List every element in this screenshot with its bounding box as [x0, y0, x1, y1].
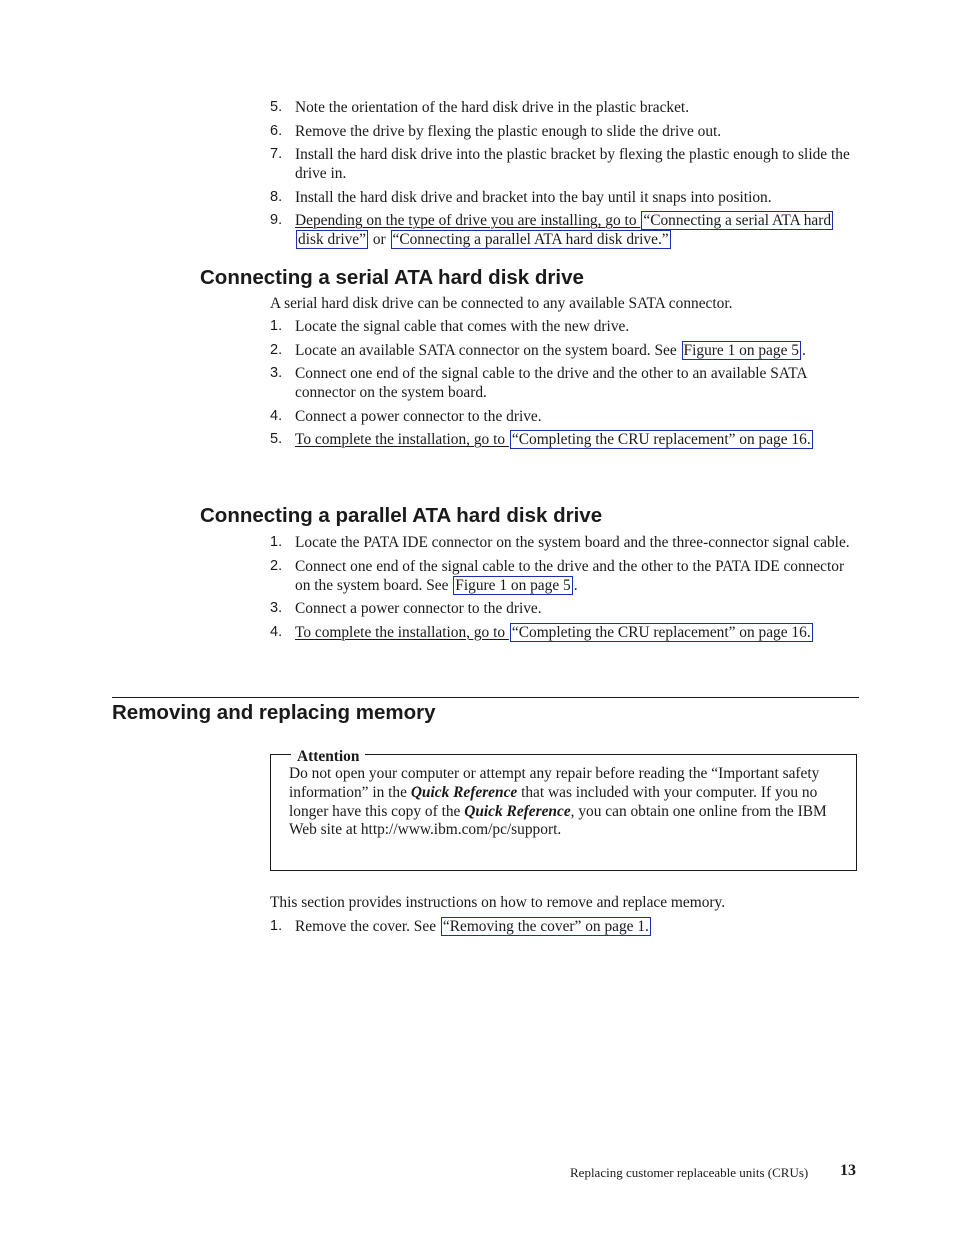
step-text: . [801, 341, 806, 359]
list-item [270, 145, 858, 183]
quick-reference-title: Quick Reference [464, 802, 571, 820]
step-text: Remove the cover. See [295, 918, 440, 935]
quick-reference-title: Quick Reference [410, 783, 518, 801]
step-text: . [573, 576, 578, 594]
step-number: 2. [270, 557, 283, 574]
attention-text [289, 765, 849, 840]
link-connecting-serial[interactable]: “Connecting a serial ATA hard disk drive” [298, 212, 832, 248]
step-text: Connect one end of the signal cable to the drive and the other to the PATA IDE connector on the system board. See [295, 557, 845, 594]
link-figure-1[interactable]: Figure 1 on page 5 [683, 341, 799, 359]
section-divider [112, 697, 859, 698]
step-text: Locate the PATA IDE connector on the system board and the three-connector signal cable. [295, 534, 850, 551]
list-item [270, 98, 858, 117]
attention-text-part: that was included with your computer. If you no longer have this copy of the [289, 783, 818, 820]
step-number: 3. [270, 365, 283, 381]
parallel-ata-heading: Connecting a parallel ATA hard disk drive [200, 504, 603, 527]
serial-step-list [270, 317, 858, 454]
list-item [270, 364, 858, 402]
link-completing-cru[interactable]: “Completing the CRU replacement” on page 16. [511, 431, 811, 448]
step-text: To complete the installation, go to [295, 431, 509, 448]
top-step-list [270, 98, 858, 254]
step-number: 8. [270, 188, 283, 205]
memory-section-heading: Removing and replacing memory [112, 701, 436, 724]
step-number: 7. [270, 146, 283, 162]
link-removing-cover[interactable]: “Removing the cover” on page 1. [442, 918, 649, 935]
step-number: 2. [270, 341, 283, 358]
list-item [270, 188, 858, 207]
list-item [270, 917, 858, 936]
step-text: Depending on the type of drive you are installing, go to [295, 212, 641, 229]
attention-text-part: , you can obtain one online from the IBM Web site at http://www.ibm.com/pc/support. [289, 802, 827, 839]
step-text: Note the orientation of the hard disk drive in the plastic bracket. [295, 99, 690, 116]
step-number: 4. [270, 623, 283, 640]
memory-intro: This section provides instructions on how to remove and replace memory. [270, 894, 726, 911]
step-text: Install the hard disk drive into the plastic bracket by flexing the plastic enough to slide the drive in. [295, 146, 850, 182]
parallel-step-list [270, 533, 858, 646]
step-text: Locate the signal cable that comes with the new drive. [295, 318, 630, 335]
memory-step-list [270, 917, 858, 941]
serial-intro: A serial hard disk drive can be connected to any available SATA connector. [270, 295, 733, 312]
list-item [270, 533, 858, 552]
step-text: Connect a power connector to the drive. [295, 407, 542, 425]
step-text: Connect a power connector to the drive. [295, 600, 542, 617]
link-completing-cru[interactable]: “Completing the CRU replacement” on page 16. [511, 623, 811, 641]
list-item [270, 599, 858, 618]
step-text: To complete the installation, go to [295, 623, 509, 641]
step-number: 1. [270, 918, 283, 934]
page-number: 13 [840, 1162, 856, 1179]
list-item [270, 317, 858, 336]
step-number: 4. [270, 407, 283, 424]
step-number: 5. [270, 431, 283, 447]
serial-ata-heading: Connecting a serial ATA hard disk drive [200, 266, 584, 289]
step-number: 1. [270, 534, 283, 550]
link-figure-1[interactable]: Figure 1 on page 5 [455, 576, 571, 594]
list-item [270, 341, 858, 360]
step-number: 1. [270, 318, 283, 334]
step-text: Locate an available SATA connector on the system board. See [295, 341, 681, 359]
list-item [270, 430, 858, 449]
list-item [270, 407, 858, 426]
step-text: or [368, 231, 390, 248]
step-number: 9. [270, 212, 283, 228]
step-number: 6. [270, 122, 283, 139]
list-item [270, 122, 858, 141]
list-item [270, 623, 858, 642]
list-item [270, 211, 858, 249]
step-text: Remove the drive by flexing the plastic enough to slide the drive out. [295, 122, 722, 140]
step-text: Install the hard disk drive and bracket into the bay until it snaps into position. [295, 188, 772, 206]
link-connecting-parallel[interactable]: “Connecting a parallel ATA hard disk drive.” [392, 231, 669, 248]
list-item [270, 557, 858, 595]
footer-chapter-title: Replacing customer replaceable units (CRUs) [570, 1165, 809, 1180]
step-text: Connect one end of the signal cable to the drive and the other to an available SATA connector on the system board. [295, 365, 807, 401]
attention-text-part: Do not open your computer or attempt any repair before reading the “Important safety information” in the [289, 765, 820, 801]
step-number: 5. [270, 99, 283, 115]
attention-label: Attention [291, 747, 365, 766]
step-number: 3. [270, 600, 283, 616]
